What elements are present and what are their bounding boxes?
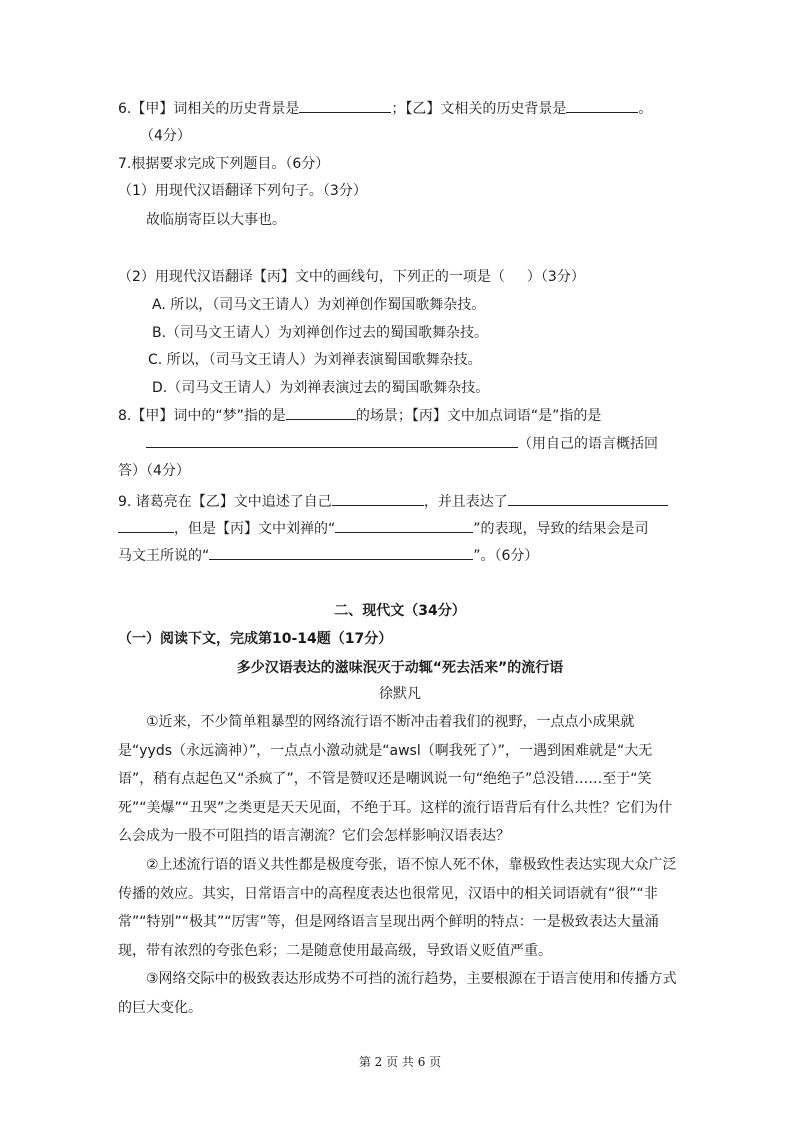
q8-text-c: （用自己的语言概括回 xyxy=(518,436,658,452)
q8-line-1 xyxy=(118,405,601,426)
q6-points: （4分） xyxy=(140,128,191,144)
q9-blank-1[interactable] xyxy=(332,491,424,506)
article-title: 多少汉语表达的滋味泯灭于动辄“死去活来”的流行语 xyxy=(236,660,564,676)
q9-line-2 xyxy=(118,518,649,539)
q9-text-d: ”的表现，导致的结果会是司 xyxy=(473,521,649,537)
page-footer: 第 2 页 共 6 页 xyxy=(358,1055,442,1069)
q8-line-2 xyxy=(146,433,658,454)
q8-blank-2[interactable] xyxy=(146,433,518,448)
q6-line xyxy=(118,98,652,119)
article-author: 徐默凡 xyxy=(379,686,421,702)
q7-title: 7.根据要求完成下列题目。（6分） xyxy=(118,156,330,172)
paragraph-2: ②上述流行语的语义共性都是极度夸张，语不惊人死不休，靠极致性表达实现大众广泛传播的效应。其实，日常语言中的高程度表达也很常见，汉语中的相关词语就有“很”“非常”“特别”“极其”“厉害”等，但是网络语言呈现出两个鲜明的特点：一是极致表达大量涌现，带有浓烈的夸张色彩；二是随意使用最高级，导致语义贬值严重。 xyxy=(118,857,677,959)
section-title: 二、现代文（34分） xyxy=(334,603,466,619)
q8-text-a: 8.【甲】词中的“梦”指的是 xyxy=(118,408,286,424)
q7-option-b: B.（司马文王请人）为刘禅创作过去的蜀国歌舞杂技。 xyxy=(152,325,489,341)
q7-part1: （1）用现代汉语翻译下列句子。（3分） xyxy=(118,183,367,199)
q9-blank-4[interactable] xyxy=(335,518,473,533)
q9-text-e: 马文王所说的“ xyxy=(118,548,210,564)
q8-text-d: 答）（4分） xyxy=(118,463,190,479)
q7-part2 xyxy=(118,267,585,287)
q9-text-c: ，但是【丙】文中刘禅的“ xyxy=(174,521,336,537)
section-subtitle: （一）阅读下文，完成第10-14题（17分） xyxy=(118,631,393,647)
q9-line-3 xyxy=(118,545,538,566)
paragraph-1: ①近来，不少简单粗暴型的网络流行语不断冲击着我们的视野，一点点小成果就是“yyds（永远滴神）”，一点点小激动就是“awsl（啊我死了）”，一遇到困难就是“大无语”，稍有点起色又“杀疯了”，不管是赞叹还是嘲讽说一句“绝绝子”总没错……至于“笑死”“美爆”“丑哭”之类更是天天见面，不绝于耳。这样的流行语背后有什么共性？它们为什么会成为一股不可阻挡的语言潮流？它们会怎样影响汉语表达？ xyxy=(118,714,673,844)
q9-text-f: ”。（6分） xyxy=(473,548,539,564)
q6-blank-2[interactable] xyxy=(566,98,638,113)
q7-part2-text-b: ）（3分） xyxy=(526,269,585,285)
q8-text-b: 的场景；【丙】文中加点词语“是”指的是 xyxy=(355,408,602,424)
paragraph-3: ③网络交际中的极致表达形成势不可挡的流行趋势，主要根源在于语言使用和传播方式的巨大变化。 xyxy=(118,971,677,1016)
q6-text-b: ；【乙】文相关的历史背景是 xyxy=(391,101,567,117)
q8-blank-1[interactable] xyxy=(286,405,356,420)
q9-blank-2[interactable] xyxy=(508,491,668,506)
q7-option-a: A. 所以，（司马文王请人）为刘禅创作蜀国歌舞杂技。 xyxy=(152,297,486,313)
q9-line-1 xyxy=(118,491,668,512)
q7-sentence: 故临崩寄臣以大事也。 xyxy=(146,212,286,228)
q9-text-b: ，并且表达了 xyxy=(423,494,508,510)
q7-option-d: D.（司马文王请人）为刘禅表演过去的蜀国歌舞杂技。 xyxy=(152,380,490,396)
q7-option-c: C. 所以，（司马文王请人）为刘禅表演蜀国歌舞杂技。 xyxy=(148,352,482,368)
q6-blank-1[interactable] xyxy=(299,98,391,113)
q9-blank-3[interactable] xyxy=(118,518,174,533)
q7-part2-text-a: （2）用现代汉语翻译【丙】文中的画线句，下列正的一项是（ xyxy=(118,269,505,285)
q6-text-c: 。 xyxy=(638,101,653,117)
q6-text-a: 6.【甲】词相关的历史背景是 xyxy=(118,101,300,117)
q9-text-a: 9. 诸葛亮在【乙】文中追述了自己 xyxy=(118,494,332,510)
q9-blank-5[interactable] xyxy=(209,545,473,560)
